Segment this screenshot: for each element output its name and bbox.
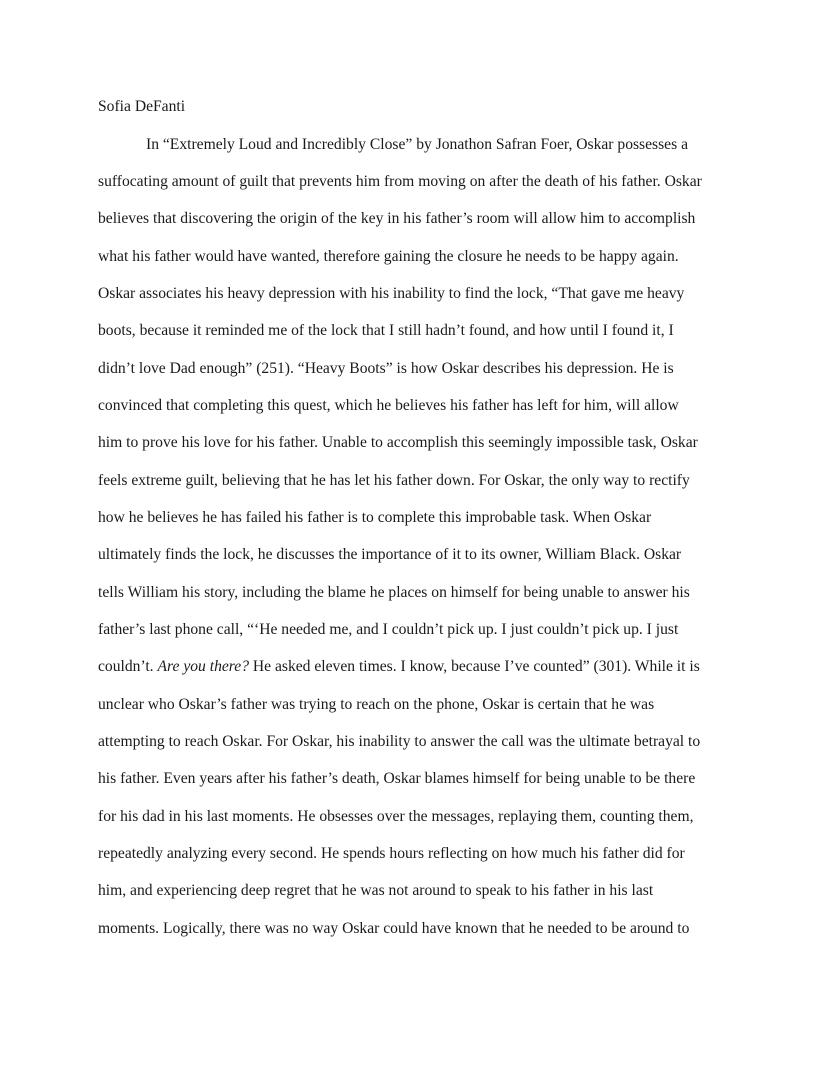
paragraph-line: how he believes he has failed his father is to complete this improbable task. When Oskar (98, 509, 652, 526)
paragraph-line: feels extreme guilt, believing that he has let his father down. For Oskar, the only way to rectify (98, 472, 690, 489)
paragraph-line: In “Extremely Loud and Incredibly Close” by Jonathon Safran Foer, Oskar possesses a (146, 136, 688, 153)
italic-quote: Are you there? (157, 658, 249, 675)
paragraph-line: father’s last phone call, “‘He needed me, and I couldn’t pick up. I just couldn’t pick up. I just (98, 621, 679, 638)
paragraph-line: repeatedly analyzing every second. He spends hours reflecting on how much his father did for (98, 845, 685, 862)
paragraph-line: didn’t love Dad enough” (251). “Heavy Boots” is how Oskar describes his depression. He is (98, 360, 674, 377)
paragraph-line: him to prove his love for his father. Unable to accomplish this seemingly impossible task, Oskar (98, 434, 698, 451)
paragraph-line: what his father would have wanted, therefore gaining the closure he needs to be happy again. (98, 248, 679, 265)
paragraph-line: attempting to reach Oskar. For Oskar, his inability to answer the call was the ultimate betrayal to (98, 733, 701, 750)
author-name: Sofia DeFanti (98, 98, 186, 115)
paragraph-line: convinced that completing this quest, which he believes his father has left for him, will allow (98, 397, 679, 414)
line-text-before-italic: couldn’t. (98, 658, 158, 675)
paragraph-line: moments. Logically, there was no way Oskar could have known that he needed to be around to (98, 920, 690, 937)
line-text-after-italic: He asked eleven times. I know, because I’ve counted” (301). While it is (249, 658, 700, 675)
paragraph-line-with-italic (98, 656, 700, 678)
paragraph-line: him, and experiencing deep regret that he was not around to speak to his father in his last (98, 882, 654, 899)
paragraph-line: unclear who Oskar’s father was trying to reach on the phone, Oskar is certain that he was (98, 696, 655, 713)
paragraph-line: ultimately finds the lock, he discusses the importance of it to its owner, William Black. Oskar (98, 546, 682, 563)
paragraph-line: for his dad in his last moments. He obsesses over the messages, replaying them, counting them, (98, 808, 694, 825)
paragraph-line: boots, because it reminded me of the lock that I still hadn’t found, and how until I found it, I (98, 322, 674, 339)
paragraph-line: his father. Even years after his father’s death, Oskar blames himself for being unable to be there (98, 770, 696, 787)
paragraph-line: tells William his story, including the blame he places on himself for being unable to answer his (98, 584, 690, 601)
paragraph-line: suffocating amount of guilt that prevents him from moving on after the death of his father. Oskar (98, 173, 702, 190)
paragraph-line: Oskar associates his heavy depression with his inability to find the lock, “That gave me heavy (98, 285, 685, 302)
paragraph-line: believes that discovering the origin of the key in his father’s room will allow him to accomplish (98, 210, 696, 227)
